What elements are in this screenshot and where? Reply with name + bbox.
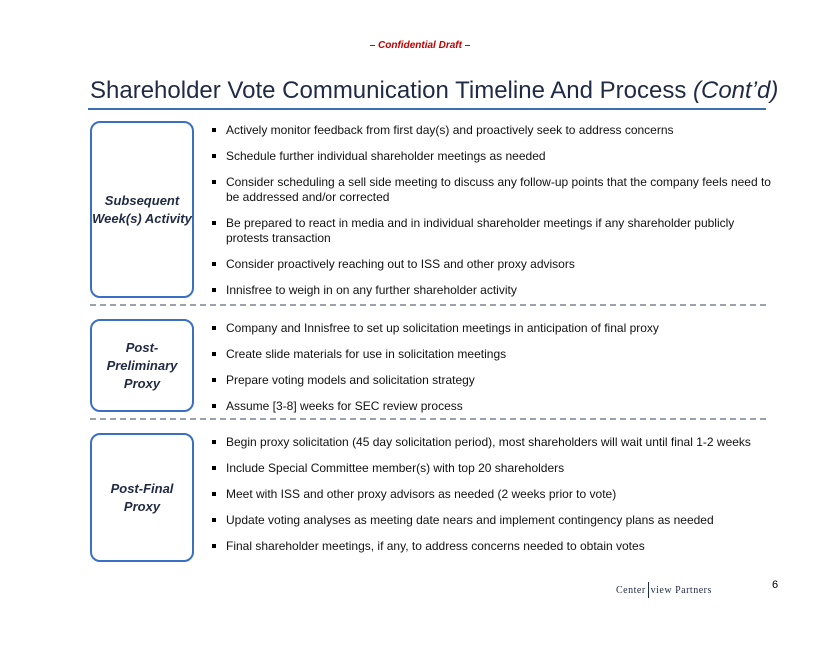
section-post-final-bullets	[212, 435, 772, 565]
bullet-item: Company and Innisfree to set up solicitation meetings in anticipation of final proxy	[212, 321, 772, 336]
bullet-item: Assume [3-8] weeks for SEC review process	[212, 399, 772, 414]
section-post-preliminary	[90, 319, 194, 412]
section-label-text: Post-Preliminary Proxy	[106, 339, 178, 391]
bullet-item: Create slide materials for use in solicitation meetings	[212, 347, 772, 362]
logo-left-text: Center	[616, 584, 646, 596]
title-underline	[88, 108, 766, 110]
section-label	[92, 480, 192, 516]
bullet-item: Prepare voting models and solicitation strategy	[212, 373, 772, 388]
company-logo	[616, 582, 712, 598]
section-subsequent-weeks	[90, 121, 194, 298]
bullet-item: Final shareholder meetings, if any, to address concerns needed to obtain votes	[212, 539, 772, 554]
title-main: Shareholder Vote Communication Timeline And Process	[90, 77, 693, 104]
bullet-item: Be prepared to react in media and in individual shareholder meetings if any shareholder publicly protests transaction	[212, 216, 772, 246]
title-suffix: (Cont’d)	[693, 77, 779, 104]
page-title	[90, 77, 779, 105]
confidential-label: – Confidential Draft –	[369, 40, 471, 51]
logo-divider	[648, 582, 649, 598]
section-label	[92, 339, 192, 393]
section-post-preliminary-bullets	[212, 321, 772, 425]
bullet-item: Include Special Committee member(s) with top 20 shareholders	[212, 461, 772, 476]
section-label	[92, 192, 192, 228]
bullet-item: Consider proactively reaching out to ISS and other proxy advisors	[212, 257, 772, 272]
bullet-item: Actively monitor feedback from first day(s) and proactively seek to address concerns	[212, 123, 772, 138]
bullet-item: Consider scheduling a sell side meeting to discuss any follow-up points that the company feels need to be addressed and/or corrected	[212, 175, 772, 205]
logo-right-text: view Partners	[650, 584, 712, 596]
bullet-item: Meet with ISS and other proxy advisors as needed (2 weeks prior to vote)	[212, 487, 772, 502]
bullet-item: Schedule further individual shareholder meetings as needed	[212, 149, 772, 164]
bullet-item: Innisfree to weigh in on any further shareholder activity	[212, 283, 772, 298]
section-post-final	[90, 433, 194, 562]
section-label-text: Subsequent Week(s) Activity	[92, 192, 192, 226]
bullet-item: Begin proxy solicitation (45 day solicitation period), most shareholders will wait until final 1-2 weeks	[212, 435, 772, 450]
section-label-text: Post-Final Proxy	[110, 480, 174, 514]
page-number: 6	[772, 579, 779, 591]
bullet-item: Update voting analyses as meeting date nears and implement contingency plans as needed	[212, 513, 772, 528]
section-divider	[90, 418, 766, 420]
section-divider	[90, 304, 766, 306]
section-subsequent-weeks-bullets	[212, 123, 772, 309]
